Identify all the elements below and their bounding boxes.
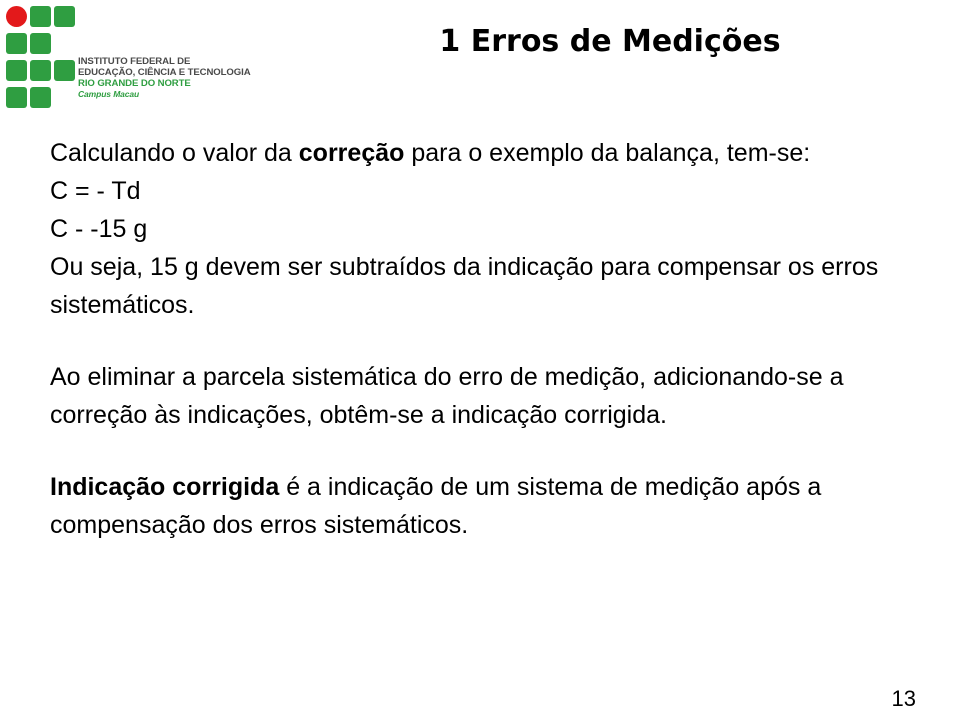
intro-bold-term: correção (298, 139, 405, 167)
definition-bold-term: Indicação corrigida (50, 473, 280, 501)
logo-square (6, 33, 27, 54)
institution-logo (6, 6, 266, 108)
paragraph-explanation: Ou seja, 15 g devem ser subtraídos da indicação para compensar os erros sistemáticos. (50, 253, 879, 319)
formula-line-2: C - -15 g (50, 215, 148, 243)
slide-body (50, 134, 930, 544)
spacer (50, 324, 930, 358)
logo-line-education: EDUCAÇÃO, CIÊNCIA E TECNOLOGIA (78, 67, 251, 78)
paragraph-intro (50, 134, 930, 172)
logo-red-dot (6, 6, 27, 27)
logo-square (30, 6, 51, 27)
logo-square (30, 60, 51, 81)
intro-text-start: Calculando o valor da (50, 139, 299, 167)
paragraph-definition (50, 468, 930, 544)
logo-square (54, 60, 75, 81)
definition-text: é a indicação de um sistema de medição após a compensação dos erros sistemáticos. (50, 473, 822, 539)
paragraph-elimination: Ao eliminar a parcela sistemática do erro de medição, adicionando-se a correção às indicações, obtêm-se a indicação corrigida. (50, 363, 844, 429)
logo-square (30, 33, 51, 54)
logo-grid-icon (6, 6, 76, 108)
logo-square (30, 87, 51, 108)
logo-line-institute: INSTITUTO FEDERAL DE (78, 56, 191, 67)
logo-square (6, 60, 27, 81)
slide-title: 1 Erros de Medições (439, 24, 781, 59)
logo-square (54, 6, 75, 27)
page-number: 13 (891, 686, 916, 711)
formula-line-1: C = - Td (50, 177, 141, 205)
logo-line-state: RIO GRANDE DO NORTE (78, 78, 191, 89)
logo-text (78, 56, 268, 100)
spacer (50, 434, 930, 468)
logo-square (6, 87, 27, 108)
logo-line-campus: Campus Macau (78, 89, 140, 99)
intro-text-end: para o exemplo da balança, tem-se: (404, 139, 811, 167)
